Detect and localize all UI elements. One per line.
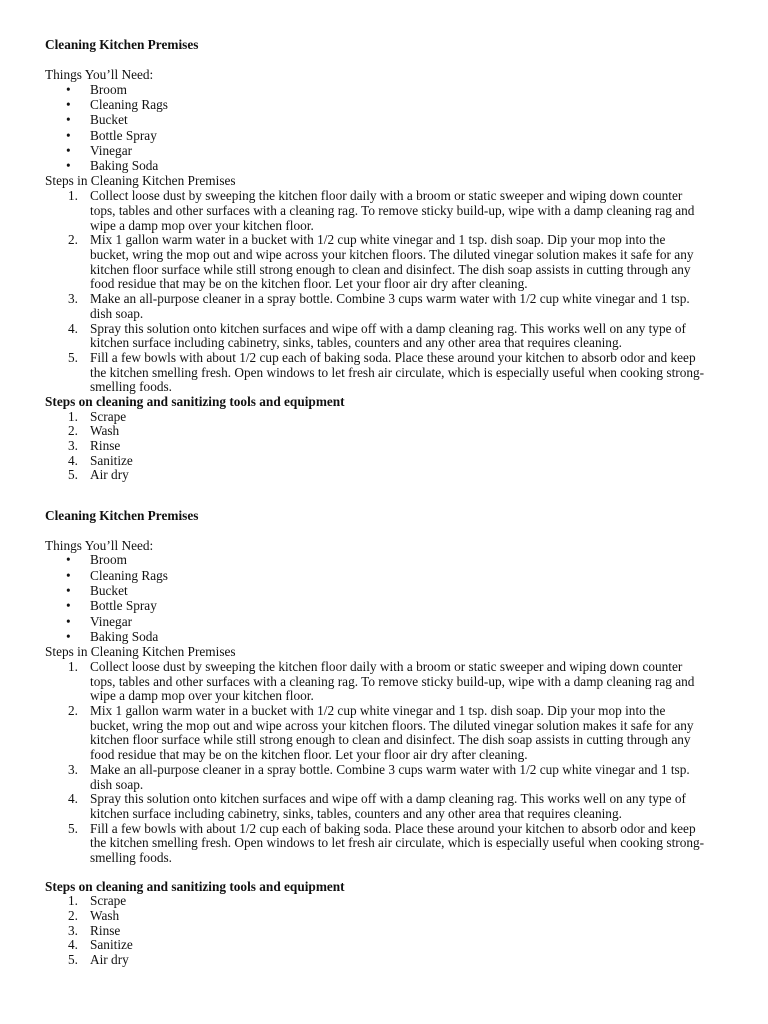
bullet-icon: •	[66, 598, 71, 614]
list-item: • Baking Soda	[66, 158, 159, 174]
tools-label: Steps on cleaning and sanitizing tools and equipment	[45, 394, 345, 410]
bullet-icon: •	[66, 552, 71, 568]
step-item: 1. Collect loose dust by sweeping the kitchen floor daily with a broom or static sweeper and wiping down counter tops, tables and other surfaces with a cleaning rag. To remove sticky build-up, wipe with a damp cleaning rag and wipe a damp mop over your kitchen floor.	[68, 188, 695, 233]
section-2	[45, 509, 725, 968]
tool-step-item: 4. Sanitize	[68, 937, 133, 953]
list-item: • Vinegar	[66, 613, 133, 629]
list-item: • Broom	[66, 552, 127, 568]
tools-label: Steps on cleaning and sanitizing tools and equipment	[45, 878, 345, 894]
bullet-icon: •	[66, 567, 71, 583]
steps-label: Steps in Cleaning Kitchen Premises	[45, 173, 236, 189]
things-needed-label: Things You’ll Need:	[45, 67, 154, 82]
bullet-icon: •	[66, 158, 71, 174]
list-item: • Cleaning Rags	[66, 97, 168, 112]
things-needed-list	[45, 83, 725, 175]
bullet-icon: •	[66, 81, 71, 97]
steps-list	[45, 189, 725, 395]
tool-step-item: 3. Rinse	[68, 922, 121, 938]
tools-steps-list	[45, 894, 725, 967]
document-page	[45, 38, 725, 967]
list-item: • Bottle Spray	[66, 598, 157, 614]
list-item: • Bottle Spray	[66, 127, 157, 143]
list-item: • Bucket	[66, 583, 128, 598]
list-item: • Cleaning Rags	[66, 567, 168, 583]
list-item: • Baking Soda	[66, 628, 159, 644]
bullet-icon: •	[66, 142, 71, 158]
tool-step-item: 1. Scrape	[68, 408, 127, 424]
tool-step-item: 1. Scrape	[68, 893, 127, 909]
section-title: Cleaning Kitchen Premises	[45, 507, 199, 523]
step-item: 3. Make an all-purpose cleaner in a spray bottle. Combine 3 cups warm water with 1/2 cup white vinegar and 1 tsp. dish soap.	[68, 291, 690, 321]
steps-label: Steps in Cleaning Kitchen Premises	[45, 644, 236, 660]
step-item: 1. Collect loose dust by sweeping the kitchen floor daily with a broom or static sweeper and wiping down counter tops, tables and other surfaces with a cleaning rag. To remove sticky build-up, wipe with a damp cleaning rag and wipe a damp mop over your kitchen floor.	[68, 658, 695, 704]
step-item: 2. Mix 1 gallon warm water in a bucket with 1/2 cup white vinegar and 1 tsp. dish soap. Dip your mop into the bucket, wring the mop out and wipe across your kitchen floors. The diluted vinegar solution makes it safe for any kitchen floor surface while still strong enough to clean and disinfect. The dish soap assists in cutting through any food residue that may be on the kitchen floor. Let your floor air dry after cleaning.	[68, 232, 694, 292]
list-item: • Bucket	[66, 112, 128, 128]
tool-step-item: 2. Wash	[68, 423, 120, 439]
list-item: • Broom	[66, 81, 127, 97]
bullet-icon: •	[66, 127, 71, 143]
section-title: Cleaning Kitchen Premises	[45, 37, 199, 52]
tool-step-item: 2. Wash	[68, 908, 120, 924]
things-needed-label: Things You’ll Need:	[45, 537, 154, 553]
bullet-icon: •	[66, 112, 71, 128]
step-item: 4. Spray this solution onto kitchen surfaces and wipe off with a damp cleaning rag. This works well on any type of kitchen surface including cabinetry, sinks, tables, counters and any other area that requires cleaning.	[68, 791, 686, 821]
step-item: 2. Mix 1 gallon warm water in a bucket with 1/2 cup white vinegar and 1 tsp. dish soap. Dip your mop into the bucket, wring the mop out and wipe across your kitchen floors. The diluted vinegar solution makes it safe for any kitchen floor surface while still strong enough to clean and disinfect. The dish soap assists in cutting through any food residue that may be on the kitchen floor. Let your floor air dry after cleaning.	[68, 703, 694, 763]
bullet-icon: •	[66, 583, 71, 598]
step-item: 3. Make an all-purpose cleaner in a spray bottle. Combine 3 cups warm water with 1/2 cup white vinegar and 1 tsp. dish soap.	[68, 761, 690, 792]
bullet-icon: •	[66, 613, 71, 629]
tool-step-item: 5. Air dry	[68, 951, 129, 967]
bullet-icon: •	[66, 97, 71, 112]
list-item: • Vinegar	[66, 142, 133, 158]
tool-step-item: 3. Rinse	[68, 437, 121, 453]
things-needed-list	[45, 553, 725, 645]
section-1	[45, 38, 725, 483]
steps-list	[45, 660, 725, 866]
step-item: 4. Spray this solution onto kitchen surfaces and wipe off with a damp cleaning rag. This works well on any type of kitchen surface including cabinetry, sinks, tables, counters and any other area that requires cleaning.	[68, 320, 686, 351]
bullet-icon: •	[66, 628, 71, 644]
tool-step-item: 4. Sanitize	[68, 452, 133, 468]
tool-step-item: 5. Air dry	[68, 467, 129, 483]
step-item: 5. Fill a few bowls with about 1/2 cup each of baking soda. Place these around your kitchen to absorb odor and keep the kitchen smelling fresh. Open windows to let fresh air circulate, which is especially useful when cooking strong-smelling foods.	[68, 820, 705, 866]
step-item: 5. Fill a few bowls with about 1/2 cup each of baking soda. Place these around your kitchen to absorb odor and keep the kitchen smelling fresh. Open windows to let fresh air circulate, which is especially useful when cooking strong-smelling foods.	[68, 349, 705, 395]
tools-steps-list	[45, 410, 725, 483]
